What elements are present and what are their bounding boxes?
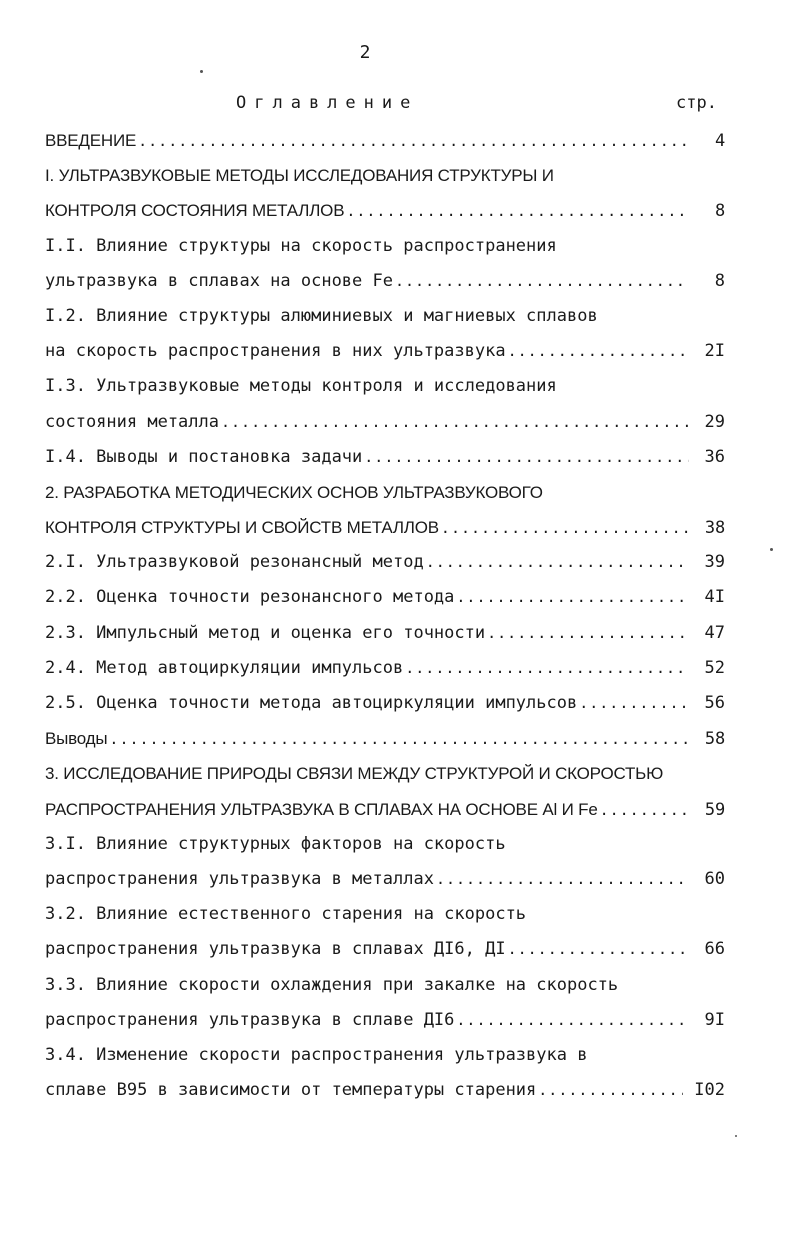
toc-entry-page: 47	[704, 622, 725, 643]
toc-entry	[45, 932, 725, 967]
toc-entry-text: распространения ультразвука в сплаве ДI6	[45, 1009, 455, 1030]
toc-entry	[45, 369, 725, 404]
toc-entry-text: Выводы	[45, 729, 108, 749]
toc-entry	[45, 1003, 725, 1038]
toc-entry	[45, 334, 725, 369]
toc-entry	[45, 545, 725, 580]
dot-leader	[456, 580, 689, 615]
toc-entry-page: 4	[714, 131, 725, 151]
toc-entry-text: I.I. Влияние структуры на скорость распространения	[45, 235, 557, 256]
toc-entry	[45, 158, 725, 193]
toc-entry	[45, 123, 725, 158]
dot-leader	[487, 616, 689, 651]
dot-leader	[109, 722, 689, 757]
page-number: 2	[359, 42, 371, 63]
toc-entry-text: КОНТРОЛЯ СТРУКТУРЫ И СВОЙСТВ МЕТАЛЛОВ	[45, 518, 439, 538]
toc-entry	[45, 1073, 725, 1108]
toc-entry	[45, 440, 725, 475]
toc-entry	[45, 827, 725, 862]
toc-entry-page: 58	[704, 729, 725, 750]
toc-entry-page: 38	[704, 518, 725, 539]
toc-entry	[45, 897, 725, 932]
toc-entry	[45, 968, 725, 1003]
dot-leader	[364, 440, 689, 475]
toc-entry-text: 2.3. Импульсный метод и оценка его точности	[45, 622, 486, 643]
toc-entry-text: 3.2. Влияние естественного старения на скорость	[45, 904, 527, 925]
toc-entry-text: РАСПРОСТРАНЕНИЯ УЛЬТРАЗВУКА В СПЛАВАХ НА ОСНОВЕ Al И Fe	[45, 799, 598, 819]
dot-leader	[538, 1073, 683, 1108]
toc-entry-page: 36	[704, 446, 725, 467]
toc-entry	[45, 756, 725, 791]
toc-entry-page: I02	[694, 1080, 725, 1101]
scan-speck	[770, 548, 773, 551]
dot-leader	[508, 932, 689, 967]
toc-entry-page: 4I	[704, 587, 725, 608]
toc-entry-text: 2.5. Оценка точности метода автоциркуляции импульсов	[45, 693, 578, 713]
dot-leader	[346, 194, 689, 229]
toc-entry	[45, 1038, 725, 1073]
toc-entry	[45, 862, 725, 897]
toc-entry-text: 3.3. Влияние скорости охлаждения при закалке на скорость	[45, 974, 619, 995]
page-column-header: стр.	[676, 93, 717, 113]
toc-entry-text: I.4. Выводы и постановка задачи	[45, 446, 363, 467]
toc-entry	[45, 510, 725, 545]
toc-entry	[45, 193, 725, 228]
dot-leader	[579, 686, 689, 721]
toc-entry-page: 60	[704, 868, 725, 889]
toc-entry	[45, 580, 725, 615]
dot-leader	[436, 862, 689, 897]
toc-entry-text: I.2. Влияние структуры алюминиевых и магниевых сплавов	[45, 305, 598, 326]
toc-entry-page: 66	[704, 939, 725, 960]
dot-leader	[456, 1003, 689, 1038]
toc-entry	[45, 792, 725, 827]
dot-leader	[138, 124, 689, 159]
toc-entry	[45, 475, 725, 510]
toc-entry-page: 8	[714, 201, 725, 222]
toc-entry-text: КОНТРОЛЯ СОСТОЯНИЯ МЕТАЛЛОВ	[45, 201, 345, 221]
toc-entry-text: 2. РАЗРАБОТКА МЕТОДИЧЕСКИХ ОСНОВ УЛЬТРАЗВУКОВОГО	[45, 482, 543, 502]
toc-entry-text: ВВЕДЕНИЕ	[45, 131, 137, 150]
toc-entry-text: I. УЛЬТРАЗВУКОВЫЕ МЕТОДЫ ИССЛЕДОВАНИЯ СТРУКТУРЫ И	[45, 166, 554, 186]
toc-entry-text: распространения ультразвука в сплавах ДI6, ДI	[45, 939, 506, 960]
scan-speck	[735, 1135, 737, 1137]
toc-entry-page: 8	[714, 270, 725, 291]
toc-entry	[45, 264, 725, 299]
dot-leader	[221, 405, 689, 440]
toc-entry-text: 2.4. Метод автоциркуляции импульсов	[45, 657, 404, 678]
toc-entry-text: I.3. Ультразвуковые методы контроля и исследования	[45, 376, 557, 397]
dot-leader	[441, 511, 689, 546]
toc-entry-text: сплаве В95 в зависимости от температуры старения	[45, 1080, 537, 1101]
toc-entry-text: 3.4. Изменение скорости распространения ультразвука в	[45, 1044, 588, 1065]
table-of-contents	[45, 123, 725, 1108]
toc-entry	[45, 616, 725, 651]
toc-entry-text: ультразвука в сплавах на основе Fe	[45, 270, 393, 291]
toc-entry	[45, 299, 725, 334]
toc-entry-text: 2.I. Ультразвуковой резонансный метод	[45, 552, 424, 573]
toc-entry-page: 56	[704, 693, 725, 713]
toc-entry	[45, 651, 725, 686]
toc-entry-text: 3. ИССЛЕДОВАНИЕ ПРИРОДЫ СВЯЗИ МЕЖДУ СТРУКТУРОЙ И СКОРОСТЬЮ	[45, 764, 664, 784]
toc-entry-page: 29	[704, 411, 725, 432]
toc-entry	[45, 229, 725, 264]
toc-entry	[45, 721, 725, 756]
toc-entry-text: 2.2. Оценка точности резонансного метода	[45, 587, 455, 608]
scan-speck	[200, 70, 203, 73]
toc-entry-page: 52	[704, 657, 725, 678]
toc-entry	[45, 405, 725, 440]
dot-leader	[405, 651, 689, 686]
toc-title: Оглавление	[236, 93, 419, 113]
toc-entry	[45, 686, 725, 721]
toc-entry-text: состояния металла	[45, 411, 219, 432]
toc-entry-text: 3.I. Влияние структурных факторов на скорость	[45, 833, 506, 854]
toc-entry-page: 59	[704, 799, 725, 820]
dot-leader	[600, 793, 689, 828]
toc-entry-page: 9I	[704, 1009, 725, 1030]
toc-entry-page: 39	[704, 552, 725, 573]
toc-entry-page: 2I	[704, 341, 725, 362]
dot-leader	[395, 264, 689, 299]
dot-leader	[426, 545, 689, 580]
dot-leader	[508, 334, 689, 369]
toc-entry-text: на скорость распространения в них ультразвука	[45, 341, 506, 362]
toc-entry-text: распространения ультразвука в металлах	[45, 868, 434, 889]
